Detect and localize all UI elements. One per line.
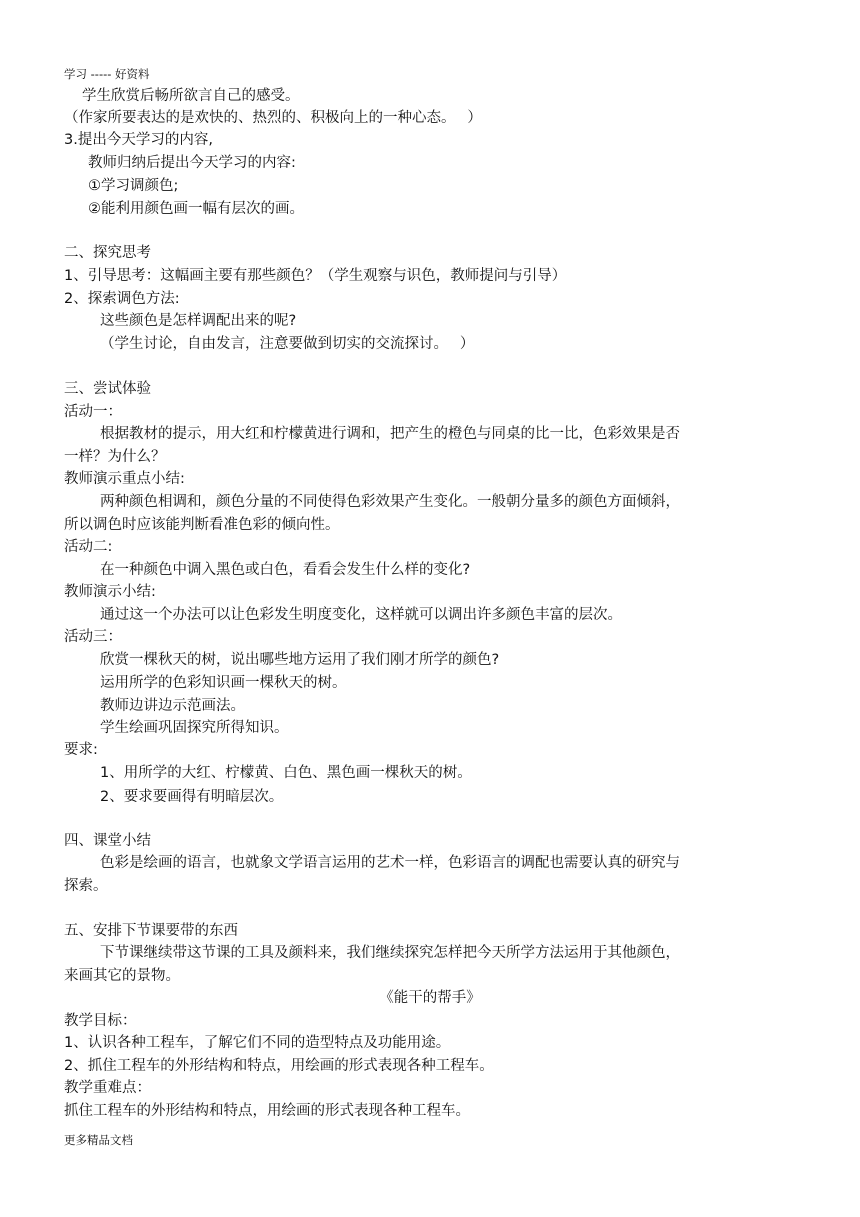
numbered-item: 1、用所学的大红、柠檬黄、白色、黑色画一棵秋天的树。 bbox=[100, 765, 472, 781]
paragraph-line: 通过这一个办法可以让色彩发生明度变化，这样就可以调出许多颜色丰富的层次。 bbox=[100, 607, 622, 623]
list-item: ②能利用颜色画一幅有层次的画。 bbox=[88, 201, 304, 217]
subsection-heading: 教学重难点： bbox=[64, 1080, 151, 1096]
subsection-heading: 教学目标： bbox=[64, 1013, 137, 1029]
paragraph-line: 所以调色时应该能判断看准色彩的倾向性。 bbox=[64, 517, 340, 533]
page-footer: 更多精品文档 bbox=[64, 1133, 133, 1147]
numbered-item: 1、引导思考：这幅画主要有那些颜色？（学生观察与识色，教师提问与引导） bbox=[64, 268, 567, 284]
list-item: ①学习调颜色; bbox=[88, 178, 179, 194]
section-heading: 四、课堂小结 bbox=[64, 833, 151, 849]
lesson-title: 《能干的帮手》 bbox=[379, 990, 481, 1006]
paragraph-line: 根据教材的提示，用大红和柠檬黄进行调和，把产生的橙色与同桌的比一比，色彩效果是否 bbox=[100, 426, 680, 442]
numbered-item: 2、探索调色方法: bbox=[64, 291, 180, 307]
paragraph-line: 两种颜色相调和，颜色分量的不同使得色彩效果产生变化。一般朝分量多的颜色方面倾斜， bbox=[100, 494, 680, 510]
paragraph-line: （学生讨论，自由发言，注意要做到切实的交流探讨。 ） bbox=[100, 336, 475, 352]
section-heading: 二、探究思考 bbox=[64, 245, 151, 261]
paragraph-line: 下节课继续带这节课的工具及颜料来，我们继续探究怎样把今天所学方法运用于其他颜色， bbox=[100, 945, 680, 961]
activity-label: 教师演示小结: bbox=[64, 584, 156, 600]
numbered-item: 2、抓住工程车的外形结构和特点，用绘画的形式表现各种工程车。 bbox=[64, 1058, 494, 1074]
page-header: 学习 ----- 好资料 bbox=[64, 67, 150, 81]
numbered-item: 1、认识各种工程车，了解它们不同的造型特点及功能用途。 bbox=[64, 1035, 451, 1051]
activity-label: 教师演示重点小结: bbox=[64, 471, 185, 487]
paragraph-line: 来画其它的景物。 bbox=[64, 968, 180, 984]
paragraph-line: 学生欣赏后畅所欲言自己的感受。 bbox=[82, 88, 300, 104]
paragraph-line: 这些颜色是怎样调配出来的呢? bbox=[100, 313, 297, 329]
paragraph-line: 一样？为什么？ bbox=[64, 449, 166, 465]
paragraph-line: 运用所学的色彩知识画一棵秋天的树。 bbox=[100, 675, 347, 691]
activity-label: 活动一： bbox=[64, 404, 122, 420]
activity-label: 活动二: bbox=[64, 539, 113, 555]
paragraph-line: 教师归纳后提出今天学习的内容: bbox=[88, 155, 296, 171]
paragraph-line: 欣赏一棵秋天的树，说出哪些地方运用了我们刚才所学的颜色? bbox=[100, 652, 500, 668]
numbered-item: 3.提出今天学习的内容, bbox=[64, 132, 213, 148]
paragraph-line: 抓住工程车的外形结构和特点，用绘画的形式表现各种工程车。 bbox=[64, 1103, 470, 1119]
paragraph-line: 学生绘画巩固探究所得知识。 bbox=[100, 720, 289, 736]
section-heading: 五、安排下节课要带的东西 bbox=[64, 923, 238, 939]
paragraph-line: 色彩是绘画的语言，也就象文学语言运用的艺术一样，色彩语言的调配也需要认真的研究与 bbox=[100, 855, 680, 871]
activity-label: 活动三： bbox=[64, 629, 122, 645]
paragraph-line: 探索。 bbox=[64, 878, 108, 894]
paragraph-line: （作家所要表达的是欢快的、热烈的、积极向上的一种心态。 ） bbox=[64, 110, 482, 126]
paragraph-line: 在一种颜色中调入黑色或白色，看看会发生什么样的变化? bbox=[100, 562, 471, 578]
numbered-item: 2、要求要画得有明暗层次。 bbox=[100, 789, 284, 805]
paragraph-line: 教师边讲边示范画法。 bbox=[100, 698, 245, 714]
section-heading: 三、尝试体验 bbox=[64, 381, 151, 397]
activity-label: 要求: bbox=[64, 742, 98, 758]
